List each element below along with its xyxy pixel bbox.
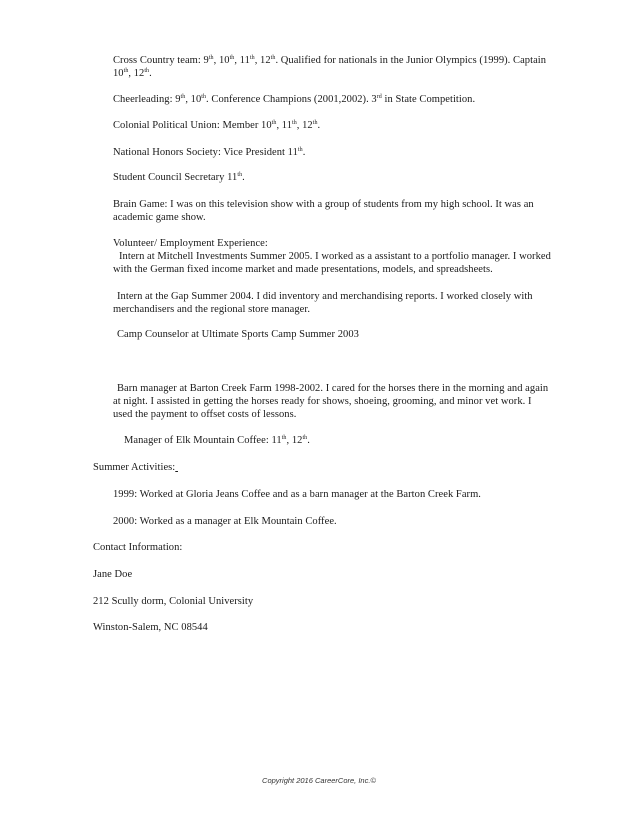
camp-counselor-line: Camp Counselor at Ultimate Sports Camp Summer 2003 <box>117 329 359 340</box>
barn-line1: Barn manager at Barton Creek Farm 1998-2002. I cared for the horses there in the morning and again <box>117 383 549 394</box>
student-council-line: Student Council Secretary 11th. <box>113 172 245 183</box>
contact-name: Jane Doe <box>93 569 133 580</box>
contact-address: 212 Scully dorm, Colonial University <box>93 596 254 607</box>
barn-line2: at night. I assisted in getting the horses ready for shows, shoeing, grooming, and minor vet work. I <box>113 396 532 407</box>
contact-heading: Contact Information: <box>93 542 183 553</box>
mitchell-line2: with the German fixed income market and made presentations, models, and spreadsheets. <box>113 264 493 275</box>
brain-game-line2: academic game show. <box>113 212 206 223</box>
elk-mountain-line: Manager of Elk Mountain Coffee: 11th, 12th. <box>124 435 310 446</box>
brain-game-line1: Brain Game: I was on this television show with a group of students from my high school. It was an <box>113 199 534 210</box>
cross-country-line1: Cross Country team: 9th, 10th, 11th, 12th. Qualified for nationals in the Junior Olympics (1999). Captain <box>113 55 547 66</box>
volunteer-heading: Volunteer/ Employment Experience: <box>113 238 268 249</box>
cross-country-line2: 10th, 12th. <box>113 68 152 79</box>
barn-line3: used the payment to offset costs of lessons. <box>113 409 297 420</box>
mitchell-line1: Intern at Mitchell Investments Summer 2005. I worked as a assistant to a portfolio manager. I worked <box>119 251 551 262</box>
cheerleading-line: Cheerleading: 9th, 10th. Conference Champions (2001,2002). 3rd in State Competition. <box>113 94 476 105</box>
gap-line2: merchandisers and the regional store manager. <box>113 304 311 315</box>
contact-city: Winston-Salem, NC 08544 <box>93 622 208 633</box>
copyright-footer: Copyright 2016 CareerCore, Inc.© <box>262 776 376 785</box>
colonial-political-union-line: Colonial Political Union: Member 10th, 11th, 12th. <box>113 120 321 131</box>
summer-item-2000: 2000: Worked as a manager at Elk Mountain Coffee. <box>113 516 337 527</box>
national-honors-society-line: National Honors Society: Vice President 11th. <box>113 147 306 158</box>
summer-item-1999: 1999: Worked at Gloria Jeans Coffee and as a barn manager at the Barton Creek Farm. <box>113 489 481 500</box>
summer-activities-heading: Summer Activities: <box>93 462 176 473</box>
gap-line1: Intern at the Gap Summer 2004. I did inventory and merchandising reports. I worked closely with <box>117 291 533 302</box>
